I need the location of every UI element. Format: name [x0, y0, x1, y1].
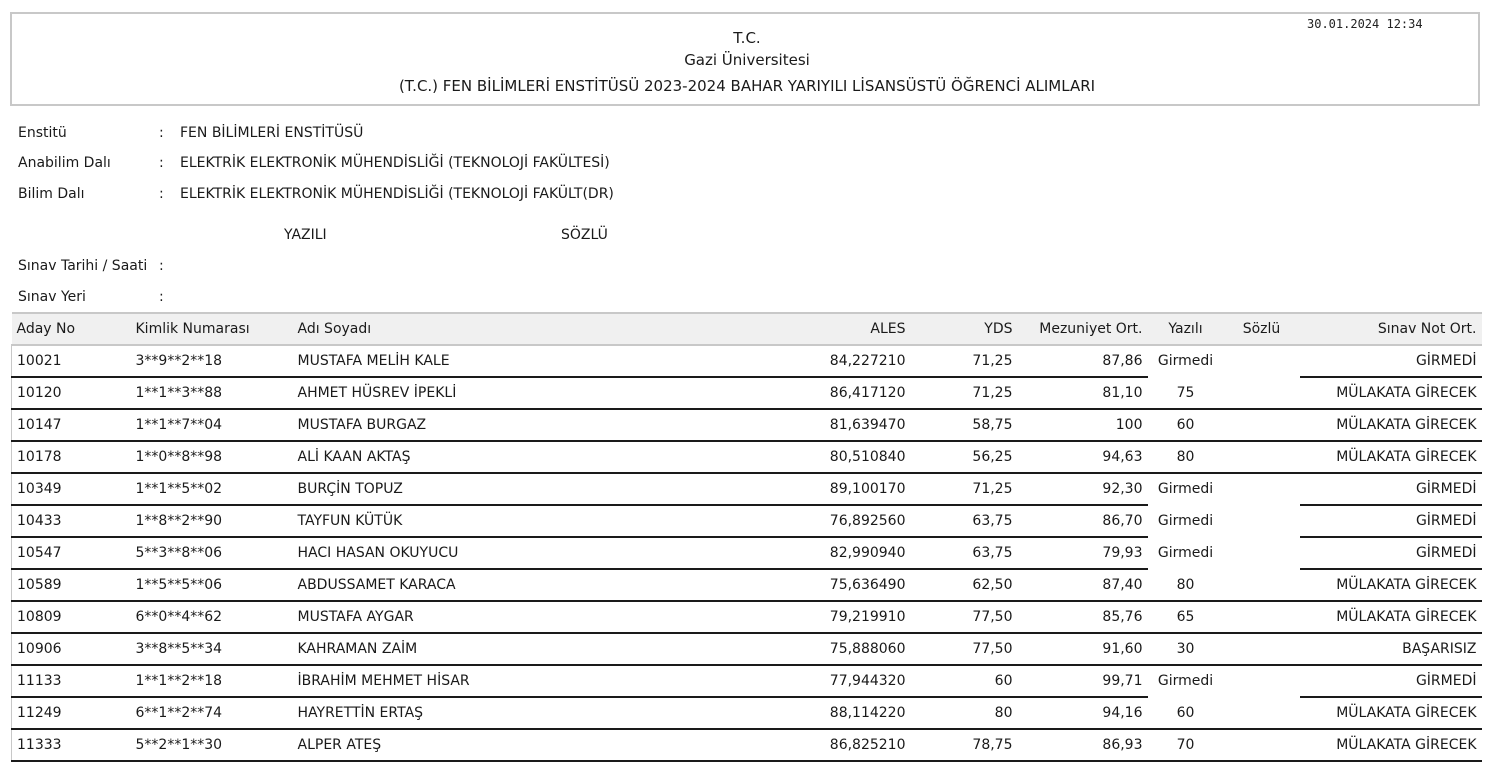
cell-aday-no: 10147 [12, 409, 131, 441]
col-yds: YDS [911, 313, 1018, 345]
sinav-tarihi-colon: : [159, 258, 164, 274]
table-row [12, 665, 1482, 697]
cell-ales: 79,219910 [723, 601, 911, 633]
cell-yazili: 80 [1148, 569, 1224, 601]
cell-sinav-not: MÜLAKATA GİRECEK [1300, 569, 1482, 601]
cell-mezuniyet: 91,60 [1018, 633, 1148, 665]
cell-ales: 77,944320 [723, 665, 911, 697]
cell-yds: 56,25 [911, 441, 1018, 473]
cell-kimlik: 5**2**1**30 [131, 729, 293, 761]
table-row [12, 441, 1482, 473]
cell-yazili: Girmedi [1157, 513, 1214, 529]
cell-sozlu [1224, 729, 1300, 761]
cell-ales: 75,888060 [723, 633, 911, 665]
cell-aday-no: 11133 [12, 665, 131, 697]
cell-ad: HAYRETTİN ERTAŞ [293, 697, 723, 729]
bilim-value: ELEKTRİK ELEKTRONİK MÜHENDİSLİĞİ (TEKNOLOJİ FAKÜLT(DR) [180, 186, 614, 202]
cell-sozlu [1224, 441, 1300, 473]
cell-sozlu [1224, 697, 1300, 729]
cell-sozlu [1224, 537, 1300, 569]
cell-ales: 88,114220 [723, 697, 911, 729]
cell-yds: 60 [911, 665, 1018, 697]
cell-sozlu [1224, 601, 1300, 633]
col-sinav-not: Sınav Not Ort. [1300, 313, 1482, 345]
cell-kimlik: 3**9**2**18 [131, 345, 293, 377]
cell-aday-no: 10178 [12, 441, 131, 473]
cell-aday-no: 10809 [12, 601, 131, 633]
col-aday-no: Aday No [12, 313, 131, 345]
table-row [12, 697, 1482, 729]
cell-ad: MUSTAFA BURGAZ [293, 409, 723, 441]
cell-yazili: 60 [1148, 697, 1224, 729]
yazili-header: YAZILI [284, 227, 327, 243]
cell-sinav-not: GİRMEDİ [1300, 473, 1482, 505]
enstitu-value: FEN BİLİMLERİ ENSTİTÜSÜ [180, 125, 364, 141]
cell-mezuniyet: 85,76 [1018, 601, 1148, 633]
cell-yds: 62,50 [911, 569, 1018, 601]
cell-kimlik: 1**0**8**98 [131, 441, 293, 473]
table-header-row [12, 313, 1482, 345]
cell-yds: 63,75 [911, 505, 1018, 537]
cell-aday-no: 10589 [12, 569, 131, 601]
sozlu-header: SÖZLÜ [561, 227, 608, 243]
cell-sozlu [1224, 633, 1300, 665]
cell-yazili: 70 [1148, 729, 1224, 761]
cell-sozlu [1224, 665, 1300, 697]
cell-aday-no: 10433 [12, 505, 131, 537]
cell-yds: 63,75 [911, 537, 1018, 569]
cell-aday-no: 10120 [12, 377, 131, 409]
table-row [12, 729, 1482, 761]
cell-kimlik: 6**1**2**74 [131, 697, 293, 729]
cell-yds: 77,50 [911, 633, 1018, 665]
cell-ales: 86,417120 [723, 377, 911, 409]
cell-yazili: 80 [1148, 441, 1224, 473]
cell-aday-no: 10906 [12, 633, 131, 665]
cell-aday-no: 11249 [12, 697, 131, 729]
cell-yds: 71,25 [911, 473, 1018, 505]
cell-yds: 78,75 [911, 729, 1018, 761]
print-timestamp: 30.01.2024 12:34 [1307, 17, 1423, 31]
table-row [12, 473, 1482, 505]
anabilim-label: Anabilim Dalı [18, 155, 111, 171]
cell-yazili: 30 [1148, 633, 1224, 665]
cell-mezuniyet: 87,86 [1018, 345, 1148, 377]
cell-sozlu [1224, 345, 1300, 377]
cell-sinav-not: MÜLAKATA GİRECEK [1300, 729, 1482, 761]
cell-yazili: Girmedi [1157, 673, 1214, 689]
cell-ad: ALİ KAAN AKTAŞ [293, 441, 723, 473]
cell-mezuniyet: 94,16 [1018, 697, 1148, 729]
cell-ad: ABDUSSAMET KARACA [293, 569, 723, 601]
cell-sinav-not: MÜLAKATA GİRECEK [1300, 441, 1482, 473]
table-row [12, 569, 1482, 601]
cell-yazili: Girmedi [1157, 481, 1214, 497]
bilim-colon: : [159, 186, 164, 202]
col-ales: ALES [723, 313, 911, 345]
cell-ales: 84,227210 [723, 345, 911, 377]
cell-yds: 71,25 [911, 377, 1018, 409]
cell-mezuniyet: 81,10 [1018, 377, 1148, 409]
cell-yazili: Girmedi [1157, 353, 1214, 369]
cell-mezuniyet: 92,30 [1018, 473, 1148, 505]
table-row [12, 505, 1482, 537]
table-row [12, 377, 1482, 409]
cell-ad: ALPER ATEŞ [293, 729, 723, 761]
col-sozlu: Sözlü [1224, 313, 1300, 345]
cell-aday-no: 10021 [12, 345, 131, 377]
col-kimlik: Kimlik Numarası [131, 313, 293, 345]
cell-sozlu [1224, 473, 1300, 505]
cell-mezuniyet: 100 [1018, 409, 1148, 441]
table-row [12, 633, 1482, 665]
table-row [12, 345, 1482, 377]
cell-kimlik: 5**3**8**06 [131, 537, 293, 569]
cell-sinav-not: GİRMEDİ [1300, 345, 1482, 377]
cell-mezuniyet: 94,63 [1018, 441, 1148, 473]
cell-sinav-not: MÜLAKATA GİRECEK [1300, 697, 1482, 729]
anabilim-value: ELEKTRİK ELEKTRONİK MÜHENDİSLİĞİ (TEKNOLOJİ FAKÜLTESİ) [180, 155, 610, 171]
cell-ad: AHMET HÜSREV İPEKLİ [293, 377, 723, 409]
cell-sinav-not: BAŞARISIZ [1300, 633, 1482, 665]
cell-sozlu [1224, 409, 1300, 441]
cell-yazili: Girmedi [1157, 545, 1214, 561]
col-mezuniyet: Mezuniyet Ort. [1018, 313, 1148, 345]
cell-ad: TAYFUN KÜTÜK [293, 505, 723, 537]
cell-yazili: 60 [1148, 409, 1224, 441]
cell-sinav-not: GİRMEDİ [1300, 505, 1482, 537]
cell-ales: 82,990940 [723, 537, 911, 569]
header-line-1: T.C. [733, 29, 761, 47]
bilim-label: Bilim Dalı [18, 186, 85, 202]
cell-kimlik: 1**1**3**88 [131, 377, 293, 409]
cell-sozlu [1224, 505, 1300, 537]
cell-yazili: 65 [1148, 601, 1224, 633]
enstitu-colon: : [159, 125, 164, 141]
cell-ad: MUSTAFA MELİH KALE [293, 345, 723, 377]
cell-ad: MUSTAFA AYGAR [293, 601, 723, 633]
cell-sinav-not: GİRMEDİ [1300, 665, 1482, 697]
col-ad-soyad: Adı Soyadı [293, 313, 723, 345]
cell-yds: 77,50 [911, 601, 1018, 633]
cell-ales: 80,510840 [723, 441, 911, 473]
cell-yds: 71,25 [911, 345, 1018, 377]
cell-ales: 86,825210 [723, 729, 911, 761]
cell-kimlik: 3**8**5**34 [131, 633, 293, 665]
cell-sozlu [1224, 569, 1300, 601]
cell-yds: 80 [911, 697, 1018, 729]
cell-mezuniyet: 86,93 [1018, 729, 1148, 761]
cell-kimlik: 1**1**2**18 [131, 665, 293, 697]
cell-sinav-not: GİRMEDİ [1300, 537, 1482, 569]
cell-yazili: 75 [1148, 377, 1224, 409]
cell-kimlik: 1**1**7**04 [131, 409, 293, 441]
sinav-yeri-colon: : [159, 289, 164, 305]
cell-ad: KAHRAMAN ZAİM [293, 633, 723, 665]
cell-ales: 81,639470 [723, 409, 911, 441]
cell-ad: İBRAHİM MEHMET HİSAR [293, 665, 723, 697]
cell-kimlik: 6**0**4**62 [131, 601, 293, 633]
cell-kimlik: 1**5**5**06 [131, 569, 293, 601]
cell-ales: 89,100170 [723, 473, 911, 505]
cell-sinav-not: MÜLAKATA GİRECEK [1300, 601, 1482, 633]
cell-mezuniyet: 79,93 [1018, 537, 1148, 569]
cell-kimlik: 1**1**5**02 [131, 473, 293, 505]
cell-aday-no: 10547 [12, 537, 131, 569]
sinav-tarihi-label: Sınav Tarihi / Saati [18, 258, 148, 274]
cell-ad: HACI HASAN OKUYUCU [293, 537, 723, 569]
cell-aday-no: 10349 [12, 473, 131, 505]
university-name: Gazi Üniversitesi [684, 51, 810, 69]
cell-sozlu [1224, 377, 1300, 409]
cell-ad: BURÇİN TOPUZ [293, 473, 723, 505]
sinav-yeri-label: Sınav Yeri [18, 289, 86, 305]
cell-mezuniyet: 99,71 [1018, 665, 1148, 697]
anabilim-colon: : [159, 155, 164, 171]
table-row [12, 537, 1482, 569]
cell-yds: 58,75 [911, 409, 1018, 441]
cell-aday-no: 11333 [12, 729, 131, 761]
cell-ales: 75,636490 [723, 569, 911, 601]
cell-mezuniyet: 87,40 [1018, 569, 1148, 601]
cell-sinav-not: MÜLAKATA GİRECEK [1300, 409, 1482, 441]
table-row [12, 601, 1482, 633]
page-title: (T.C.) FEN BİLİMLERİ ENSTİTÜSÜ 2023-2024 BAHAR YARIYILI LİSANSÜSTÜ ÖĞRENCİ ALIMLARI [398, 77, 1096, 95]
cell-ales: 76,892560 [723, 505, 911, 537]
enstitu-label: Enstitü [18, 125, 67, 141]
results-table [11, 312, 1482, 762]
cell-sinav-not: MÜLAKATA GİRECEK [1300, 377, 1482, 409]
cell-mezuniyet: 86,70 [1018, 505, 1148, 537]
cell-kimlik: 1**8**2**90 [131, 505, 293, 537]
col-yazili: Yazılı [1148, 313, 1224, 345]
table-row [12, 409, 1482, 441]
